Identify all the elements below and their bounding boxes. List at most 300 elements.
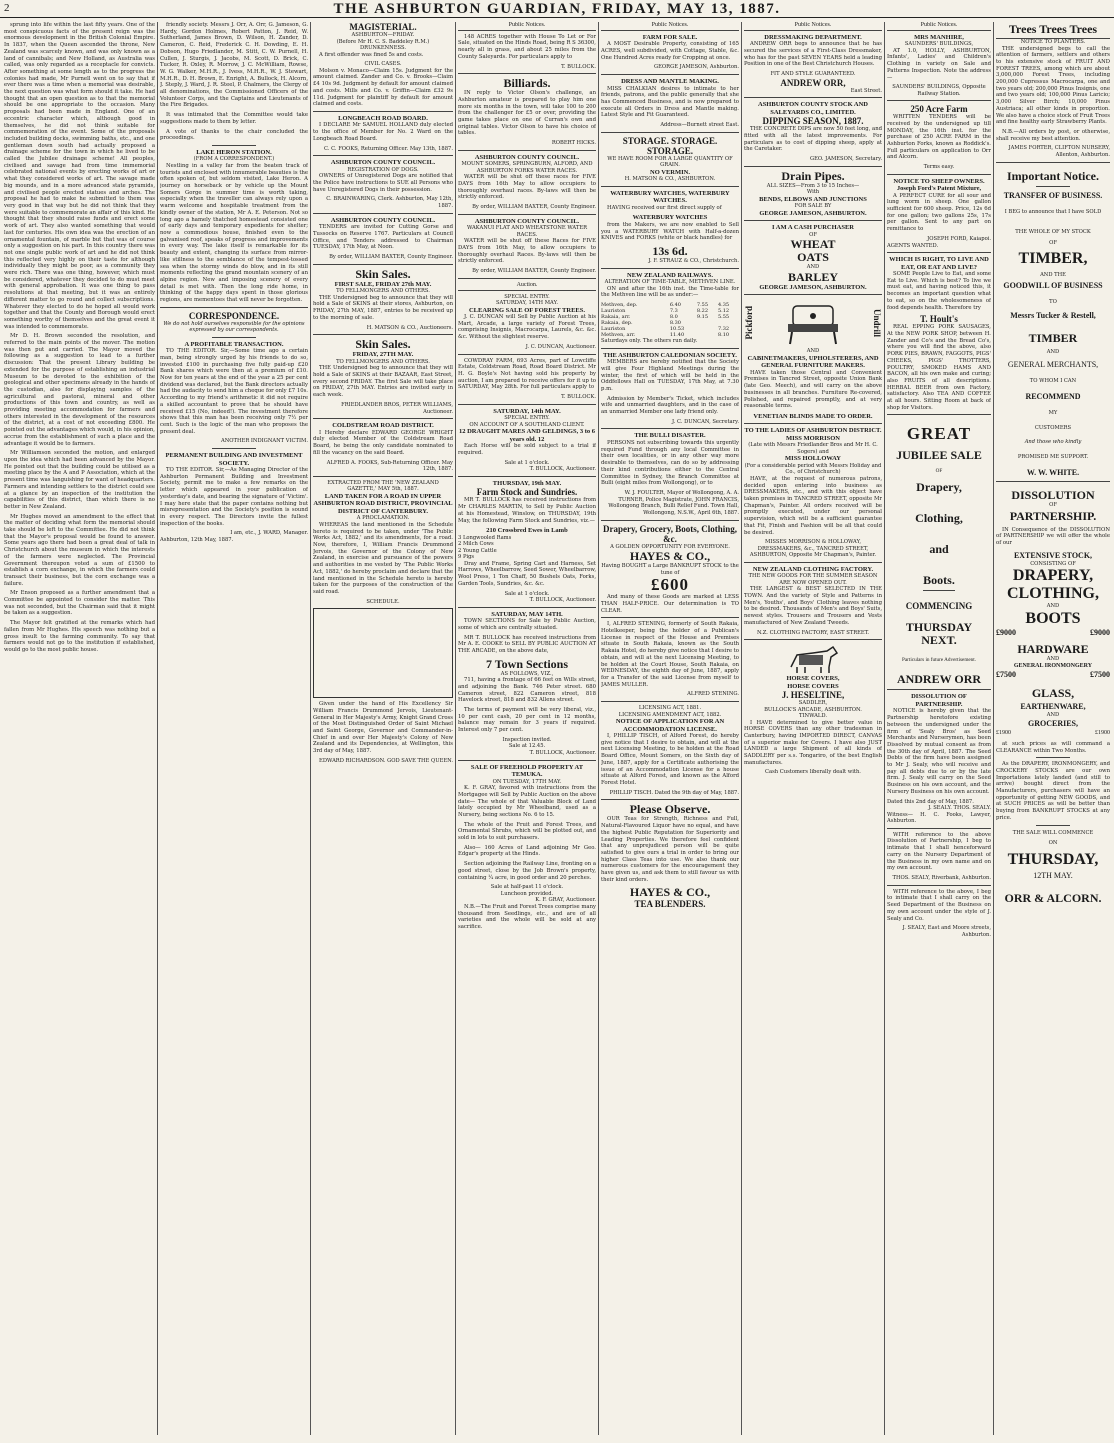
ad-body: IN reply to Victor Olson's challenge, an Ashburton amateur is prepared to play him one more six months in the town, will take 100 to 200 from the challenger for £5 or over, providing the game takes place on one of Curran's own and original tables. Victor Olson to have his choice of tables. [458,90,596,137]
ad-body: AND [1046,655,1060,662]
ad-heading: Skin Sales. [355,266,411,281]
ad-note: Cash Customers liberally dealt with. [765,769,861,776]
ad-price: £9000 [996,627,1016,637]
ad-body: from the Makers, we are now enabled to Sell you a WATERBURY WATCH with Half-a-dozen KNIVES and FORKS (white or black handles) for [601,221,739,242]
ad-signature: K. F. GRAY, Auctioneer. [535,897,596,904]
price-row [996,670,1110,680]
ad-body: THE undersigned begs to call the attention of farmers, settlers and others to his extensive stock of FRUIT AND FOREST TREES, among which are about 3,000,000 Forest Trees, including 200,000 Cupressus Macrocarpa, one and two years old; 200,000 Pinus Insignis, one and two years old; 100,000 Pinus Laricio; 3,000 Silver Birch; 10,000 Pinus Austriaca; all other kinds in proportion. We also have a choice stock of Fruit Trees and fine healthy early Strawberry Plants. [996,45,1110,126]
ad-body: CUSTOMERS [1034,424,1072,431]
ad-heading: Trees Trees Trees [996,22,1110,39]
ad-heading: Boots. [923,572,955,587]
divider [601,132,739,133]
ad-body: N.B.—All orders by post, or otherwise, shall receive my best attention. [996,128,1110,142]
ad-subheading: FIT AND STYLE GUARANTEED. [770,71,856,78]
notice-body: I Hereby declare EDWARD GEORGE WRIGHT duly elected Member of the Coldstream Road Board, he being the only candidate nominated to fill the vacancy on the said Board. [313,429,453,456]
ad-body: THE CONCRETE DIPS are now 50 feet long, and fitted with all the latest improvements. For particulars as to cost of dipping sheep, apply at the Caretaker. [744,126,882,153]
ad-note: Terms easy. [923,164,955,171]
ad-body: ALL SIZES—From 3 to 15 Inches— [766,182,860,189]
ad-signature: ORR & ALCORN. [1004,890,1102,905]
masthead [0,0,1114,18]
ad-heading: EARTHENWARE, [1020,702,1086,712]
ad-heading: GROCERIES, [1027,718,1078,728]
ad-signature: J. C. DUNCAN, Auctioneer. [525,343,596,350]
divider [601,268,739,269]
ad-body: HAVE, at the request of numerous patrons, decided upon entering into business as DRESSMAKERS, etc., and with this object have taken premises in TANCRED STREET, opposite Mr Chapman's, Painter. All orders received will be promptly executed, under our personal supervision, which will be a sufficient guarantee that Fit, Finish and Fashion will be all that could be desired. [744,475,882,536]
ad-subheading: SPECIAL ENTRY. [504,293,550,300]
column-divider [884,22,885,1435]
ad-note: Inspection invited. [502,736,552,743]
notice-signature: C. C. FOOKS, Returning Officer. May 13th, 1887. [324,145,453,152]
article-body: It was intimated that the Committee would take suggestions made to them by letter. [160,112,308,125]
ad-body: HAVE taken those Central and Convenient Premises in Tancred Street, opposite Union Bank (late Geo. Meech), and will carry on the above businesses in all branches. Furniture Re-covered, Polished, and repaired promptly, and at very reasonable terms. [744,369,882,410]
price-row [996,628,1110,638]
notice-heading: THE ASHBURTON CALEDONIAN SOCIETY. [603,351,737,359]
ad-body: OF [935,468,943,475]
stock-item: 2 Young Cattle [458,547,497,554]
ad-heading: Farm Stock and Sundries. [476,487,578,498]
timetable-cell: 8.22 [696,308,709,315]
ad-note: Particulars in future Advertisement. [901,656,977,663]
divider [458,607,596,608]
divider [601,701,739,702]
ad-subheading: VENETIAN BLINDS MADE TO ORDER. [753,412,873,420]
notice-heading: NOTICE OF APPLICATION FOR AN ACCOMMODATION LICENSE. [615,718,725,733]
article-body: friendly society. Messrs J. Orr, A. Orr, G. Jameson, G. Hardy, Gordon Holmes, Robert Patton, J. Reid, W. Sutherland, James Brown, D. Wilson, H. Zander, D. Cameron, C. Reid, Frederick C. H. Dowding, E. H. Dobson, Hugo Friedlander, M. Stitt, C. W. Purnell, H. Cullen, J. Sturgis, J. Jacobs, M. Scott, D. Brick, C. Tucker, R. Oxley, R. Morrow, J. C. McWilliam, Rowse, W. G. Walker, M.H.R., J. Ivess, M.H.R., W. J. Stewart, M.H.R., D. H. Brown, E. Enright, A. Bullock, H. Alcorn, J. Steply, J. Ward, J. R. Steel, P. Chalmers, the Clergy of all denominations, the Commissioned Officers of the Volunteer Corps, and the Captains and Lieutenants of the Fire Brigades. [160,22,308,109]
ad-body: With [806,189,820,196]
ad-heading: OATS [797,250,829,265]
newspaper-title: THE ASHBURTON GUARDIAN, FRIDAY, MAY 13, 1887. [333,1,781,17]
ad-heading: DRAPERY, [1012,567,1094,585]
letter-body: TO THE EDITOR. Sir,—As Managing Director of the Ashburton Permanent Building and Investment Society, permit me to make a few remarks on the letter which appeared in your publication of yesterday's date, and bearing the signature of 'Victim'. I may here state that the paper contains nothing but misrepresentation and the Society's position is sound in every respect. The Directors invite the fullest inspection of the books. [160,467,308,527]
ad-price: £1900 [996,729,1011,736]
notice-date: Dated this 2nd day of May, 1887. [887,798,974,805]
ad-heading: HORSE COVERS [787,682,839,690]
notice-heading: ASHBURTON COUNTY COUNCIL. [474,217,580,225]
ad-subheading: MISS HOLLOWAY [785,455,841,463]
sale-time: Sale at half-past 11 o'clock. [490,884,564,891]
ad-body: MY [1048,410,1058,417]
ad-heading: TIMBER, [1018,250,1088,268]
ad-body: As the DRAPERY, IRONMONGERY, and CROCKERY STOCKS are our own Importations lately landed (and still to arrive) bought direct from the Manufacturers, purchasers will have an opportunity of getting NEW GOODS, and at SUCH PRICES as will be better than buying from BANKRUPT STOCKS at any price. [996,761,1110,821]
article-body: sprung into life within the last fifty years. One of the most conspicuous facts of the present reign was the enormous development in the British Colonial Empire. In 1837, when the Queen ascended the throne, New Zealand was scarcely known, and was only known as a land of cannibals; and New Holland, as Australia was called, was only regarded as a receptacle for convicts. After something at some length as to the progress the colonies had made, Mr Purnell went on to say that if ever there was a time when a memorial was desirable, the next question was what form should it take. He had thought that an open question as to that the memorial should be one appropriate to the occasion. Many proposals had been made in England. One of an eccentric character which, although good in themselves, he did not think suitable for commemoration of the event. Some of the proposals included building docks, swimming baths, etc., and one gentleman down south had actually proposed a drainage scheme for the town in which he lived to be called the Jubilee drainage scheme! All peoples, civilised and savage had from time immemorial celebrated national events by erecting works of art or what they considered works of art. The savage made big mounds, and in a more advanced state pyramids, and civilised people erected statues and arches. The proposal he had to make he submitted to them was very good in that way but he did not think that they were suitable to commemorate an affair of this kind. He thought that they should raise funds and erect some work of art. They also wanted something that would last for centuries. His own idea was the erection of an ornamental fountain, of marble but that was of course only a suggestion on his part. In this country there was not one single public work of art and he did not think this reflected very highly on their taste for although individually they might be poor, as a community they were rich. There was one thing, however, which must be considered, whatever they decided to do must meet with general approbation. It was one thing to pass resolutions at that meeting, but it was an entirely different matter to go round and collect subscriptions. Whatever they elected to do he hoped all would work together and that the County and Borough would erect something worthy of themselves and the great event it was intended to commemorate. [4,22,155,330]
divider [458,278,596,279]
ad-heading: Drapery, [916,479,962,494]
ad-body: OUR Teas for Strength, Richness and Full, Natural-Flavoured Liquor have no equal, and have the highest Public Reputation for Superiority and Leading Properties. We therefore feel confident that any unprejudiced person will be quite satisfied to give ours a trial in order to bring our higher Class Teas into use. We also thank our numerous customers for the encouragement they have given us, and ask them to still favour us with their kind orders. [601,816,739,883]
ad-subheading: ON ACCOUNT OF A SOUTHLAND CLIENT. [469,421,585,428]
divider [313,213,453,214]
notice-signature: C. BRAINWARING, Clerk. Ashburton, May 12th, 1887. [326,196,453,210]
gazette-body: WHEREAS the land mentioned in the Schedule hereto is required to be taken, under 'The Public Works Act, 1882,' and its amendments, for a road. Now, therefore, I, William Francis Drummond Jervois, the Governor of the Colony of New Zealand, in exercise and pursuance of the powers and authorities in me vested by 'The Public Works Act, 1882,' do hereby proclaim and declare that the land mentioned in the Schedule hereto is hereby taken for the purposes of the construction of the said road. [313,521,453,595]
ad-body: FOR SALE BY [794,203,832,210]
ad-body: A MOST Desirable Property, consisting of 165 ACRES, well subdivided, with Cottage, Stable, &c. One Hundred Acres ready for Cropping at once. [601,41,739,61]
ad-heading: and [929,541,949,556]
notice-body: OWNERS of Unregistered Dogs are notified that the Police have instructions to SUE all Persons who have Unregistered Dogs in their possession. [313,173,453,193]
gazette-body: Given under the hand of His Excellency Sir William Francis Drummond Jervois, Lieutenant-General in Her Majesty's Army, Knight Grand Cross of the Most Distinguished Order of Saint Michael and Saint George, Governor and Commander-in-Chief in and over Her Majesty's Colony of New Zealand and its Dependencies, at Wellington, this 3rd day of May, 1887. [313,701,453,755]
ad-body: N.B.—The Fruit and Forest Trees comprise many thousand from Seedlings, etc., and are of all varieties and the whole will be sold at any sacrifice. [458,903,596,931]
column-7 [887,22,991,1435]
ad-signature: JOSEPH FORD, Kaiapoi. [927,235,991,242]
timetable-cell: Rakaia, arr. [601,314,631,321]
column-heading: Public Notices. [744,22,882,31]
ad-heading: CLOTHING, [1006,585,1099,603]
ad-body: And many of these Goods are marked at LESS THAN HALF-PRICE. Our determination is TO CLEAR. [601,594,739,614]
horse-icon [783,643,843,675]
divider [887,414,991,415]
notice-heading: LICENSING ACT, 1881. [638,705,702,712]
ad-heading: SALE OF FREEHOLD PROPERTY AT TEMUKA. [470,763,584,779]
notice-heading: LICENSING AMENDMENT ACT, 1882. [618,711,722,718]
ad-price: £9000 [1090,627,1110,637]
divider [212,145,256,146]
ad-subheading: THE NEW GOODS FOR THE SUMMER SEASON ARE NOW OPENED OUT. [748,573,878,586]
ad-body: (For a considerable period with Messrs Holiday and Co., of Christchurch) [744,462,882,476]
ad-body: ON [1048,840,1058,847]
ad-heading: Undrill [872,309,882,338]
column-3 [313,22,453,1435]
timetable-cell: Lauriston [601,308,626,315]
ad-price: £1900 [1095,729,1110,736]
sale-time: Sale at 12.45. [508,743,546,750]
notice-witness: Witness— H. C. Fooks, Lawyer, Ashburton. [887,811,991,825]
section-subheading: (Before Mr H. C. S. Baddeley R.M.) [336,38,430,45]
ad-subheading: SPECIAL ENTRY. [504,415,550,422]
ad-body: CONSISTING OF [1030,560,1076,567]
letter-body: TO THE EDITOR. Sir,—Some time ago a certain man, being strongly urged by his friends to do so, invested £100 in purchasing five fully paid-up £20 Bank shares which were then at a premium of £10. Now for ten years at the end of the year a 25 per cent dividend was declared, but the Bank directors actually had the audacity to send him a cheque for only £7 10s. According to my friend's arithmetic it did not require a skilled accountant to prove that he should have received £15 (No, indeed!). The investment therefore shows that this man has been receiving only 7½ per cent. Such is the logic of the man who proposes the present deal. [160,348,308,435]
ad-heading: Please Observe. [629,802,711,817]
sale-time: Sale at 1 o'clock. [504,590,550,597]
timetable-cell: 8.30 [669,320,681,327]
divider [601,617,739,618]
divider [313,111,453,112]
divider [996,162,1110,163]
article-body: Mr D. H. Brown seconded the resolution, and referred to the main points of the mover. The motion was then put and carried. The Mayor moved the following as a suggestion to lead to a further discussion: That the present Library building be extended for the purpose of establishing an industrial Museum to be devoted to the exhibition of the geological and other specimens already in the hands of the custodian, also for displaying samples of the agricultural and pastoral, mineral and other productions of this town and country, as well as providing meeting accommodation for farmers and others interested in the development of the resources of the district, at a cost of not exceeding £800. He pointed out the advantages which would, in his opinion, accrue from the establishment of such a place and the advantage it would be to farmers. [4,333,155,447]
divider [601,799,739,800]
notice-signature: W. J. FOULTER, Mayor of Wollongong, A. A. TURNER, Police Magistrate, JOHN FRANCIS, Wollongong Branch, Bulli Relief Fund. Town Hall, Wollongong, N.S.W., April 6th, 1887. [608,489,739,517]
divider [1036,757,1070,758]
article-body: A vote of thanks to the chair concluded the proceedings. [160,128,308,142]
timetable-note: Saturdays only. The others run daily. [601,338,698,345]
ad-heading: DISSOLUTION [1011,488,1095,503]
ad-heading: TIMBER [1028,331,1078,346]
ad-body: ANDREW ORR begs to announce that he has secured the services of a First-Class Dressmaker, who has for the past SEVEN YEARS held a leading Position in one of the Best Christchurch Houses. [744,41,882,68]
ad-body: And those who kindly [1024,439,1082,446]
ad-signature: T. BULLOCK. [561,63,596,70]
ad-heading: HARDWARE [1017,641,1089,656]
divider [1036,825,1070,826]
ad-price: £7500 [1090,670,1110,680]
ad-signature: GEO. JAMESON, Secretary. [809,156,882,163]
ad-body: TO WHOM I CAN [1029,377,1077,384]
divider [887,174,991,175]
ad-body: OF [1049,239,1057,246]
ad-address: East Street. [850,87,882,94]
divider [744,220,882,221]
ad-body: THE Undersigned beg to announce that they will hold a Sale of SKINS at their stores, Ashburton, on FRIDAY, 27th MAY, 1887, entries to be received up to the morning of sale. [313,294,453,321]
ad-body: WRITTEN TENDERS will be received by the undersigned up till MONDAY, the 16th inst. for the purchase of 250 ACRE FARM in the Ashburton Forks, known as Roddick's. Full particulars on application to Orr and Alcorn. [887,114,991,161]
notice-body: PERSONS not subscribing towards this urgently required Fund through any local Committee in their own localities, or in any other way more desirable to themselves, can do so by addressing their kind contributions either to the Central Committee in Sydney, the Branch Committee at Bulli (eight miles from Wollongong), or to [601,439,739,487]
column-divider [993,22,994,1435]
section-heading: MAGISTERIAL. [349,22,417,32]
ad-signature: T. BULLOCK, Auctioneer. [529,749,596,756]
notice-heading: LONGBEACH ROAD BOARD. [338,114,428,122]
ad-body: AND [1046,603,1060,610]
ad-body: 148 ACRES together with House To Let or For Sale, situated on the Hinds Road, being R S 36300, nearly all in grass, and about 25 miles from the County Saleyards. For particulars apply to [458,33,596,60]
timetable-cell: 7.32 [717,326,730,333]
divider [160,307,308,308]
ad-body: AND [1046,712,1060,719]
jubilee-sale-ad [887,425,991,686]
ad-subheading: AS FOLLOWS, VIZ., [500,670,554,677]
divider [744,294,882,295]
notice-signature: By order, WILLIAM BAXTER, County Engineer. [472,204,596,211]
ad-body: THE LARGEST & BEST SELECTED IN THE TOWN. And the variety of Style and Patterns in Men's, Youths', and Boys' Clothing leaves nothing to be desired. Thousands of Men's and Boys' Suits, newest styles. Trousers and Trousers and Vests manufactured of New Zealand Tweeds. [744,586,882,626]
ad-subheading: A GOLDEN OPPORTUNITY FOR EVERYONE. [610,543,730,550]
ad-subheading: SADDLER, [798,700,828,706]
ad-signature: H. MATSON & CO., ASHBURTON. [624,176,716,183]
divider [313,418,453,419]
timetable-cell: 9.15 [696,314,709,321]
ad-heading: Joseph Ford's Patent Mixture, [896,185,982,193]
divider [887,828,991,829]
column-divider [157,22,158,1435]
stock-item: 210 Crossbred Ewes in Lamb [486,527,568,535]
disclaimer: We do not hold ourselves responsible for the opinions expressed by our correspondents. [163,320,305,334]
column-divider [310,22,311,1435]
notice-body: WITH reference to the above Dissolution of Partnership, I beg to intimate that I shall henceforward carry on the Nursery Department of the Business in my own name and on my own account. [887,831,991,872]
divider [458,476,596,477]
ad-subheading: BULLOCK'S ARCADE, ASHBURTON. [764,706,862,713]
ad-subheading: NOTICE TO PLANTERS. [1020,39,1086,45]
schedule-heading: SCHEDULE. [366,598,400,605]
ad-heading: 7 Town Sections [485,656,569,671]
ad-body: PROMISED ME SUPPORT. [1017,453,1089,460]
article-heading: LAKE HERON STATION. [196,148,272,156]
notice-heading: COLDSTREAM ROAD DISTRICT. [332,422,434,430]
ad-price: £7500 [996,670,1016,680]
ad-body: AND THE [1040,272,1066,279]
ad-body: TO [1049,298,1057,305]
ad-heading: MRS MANHIRE, [914,33,964,41]
ad-heading: WHEAT [790,237,836,252]
divider [458,760,596,761]
divider [601,520,739,521]
ad-heading: ASHBURTON COUNTY STOCK AND SALEYARDS CO., LIMITED. [758,101,868,116]
divider [887,689,991,690]
timetable-cell: 5.55 [717,314,730,321]
timetable-cell: 8.0 [669,314,678,321]
divider [313,334,453,335]
notice-signature: By order, WILLIAM BAXTER, County Engineer. [329,254,453,261]
column-heading: Public Notices. [601,22,739,31]
ad-body: OF [1049,502,1057,509]
court-report: Molson v. Monaco—Claim 15s. Judgment for the amount claimed. Zander and Co. v. Brooks—Claim £4 10s 9d. Judgment by default for amount claimed and costs. Mills and Co. v. Griffin—Claim £32 9s 11d. Judgment for plaintiff by default for amount claimed and costs. [313,67,453,108]
ad-body: SOME People Live to Eat, and some Eat to Live. Which is best? To live we must eat, and having noticed this, it becomes an important question what to eat, so on the wholesomeness of food depends health. Therefore try [887,271,991,311]
ad-price: £600 [651,575,689,595]
ad-body: REAL EPPING PORK SAUSAGES, At the NEW PORK SHOP, between H. Zander and Co's and the Bread Co's, where you will find the above, also PORK PIES, BRAWN, FAGGOTS, PIGS' CHEEKS, PIGS' TROTTERS, POULTRY, SMOKED HAMS AND BACON, all his own make and curing; also FRUITS of all descriptions. HERBAL BEER from own Factory, satisfactory. Also TEA AND COFFEE at all hours. Sitting Room at back of shop for Visitors. [887,324,991,411]
ad-heading: Drain Pipes. [781,168,845,183]
divider [458,354,596,355]
article-body: Nestling in a valley far from the beaten track of tourists and enclosed with innumerable beauties is the often spoken of, but seldom visited, Lake Heron. A journey on horseback or by vehicle up the Mount Somers Gorge in summer time is worth taking, especially when the traveller can always rely upon a warm welcome and hospitable treatment from the kindly owner of the station, Mr A. E. Peterson. Not so long ago a hamely thatched homestead consisted one of early days and temporary expedients for shelter; now a commodious house, finished even to the galvanised roof, speaks of progress and improvements in every way. The lake itself is remarkable for its beauty and extent, changing its surface from mirror-like stillness to the semblance of the tempest-tossed sea when the stormy winds do blow, and in its still moments reflecting the grand mountain scenery of an alpine region. New and imposing scenery of every detail is met with. Then the long ride home, in thinking of the happy days spent in those glorious regions, are mementoes that will never be forgotten. [160,162,308,304]
ad-body: Dray and Frame, Spring Cart and Harness, Set Harrows, Wheelbarrow, Seed Sower, Wheelbarrow, Wool Press, 1 Ton Chaff, 50 Bushels Oats, Forks, Garden Tools, Sundries, &c. &c. [458,560,596,587]
notice-body: Admission by Member's Ticket, which includes wife and unmarried daughters, and in the case of an unmarried Member one lady friend only. [601,395,739,416]
ad-signature: FRIEDLANDER BROS, PETER WILLIAMS, Auctioneer. [341,401,453,415]
divider [458,73,596,74]
ad-heading: GLASS, [1031,686,1075,701]
ad-body: (Late with Messrs Friedlander Bros and Mr H. C. Sogers) and [748,442,878,455]
divider [212,448,256,449]
notice-signature: THOS. SEALY, Riverbank, Ashburton. [892,874,991,881]
notice-subheading: MOUNT SOMERS, SPRINGBURN, ALFORD, AND ASHBURTON FORKS WATER RACES. [461,161,593,174]
timetable-cell: 8.10 [717,332,730,339]
ad-body: I BEG to announce that I have SOLD [1004,208,1102,215]
ad-body: Section adjoining the Railway Line, fronting on a good street, close by the Job Brown's property, containing ¼ acre, in good order and 20 perches. [458,861,596,881]
divider [313,155,453,156]
ad-heading: CLEARING SALE OF FOREST TREES. [468,306,585,314]
ad-body: COWDRAY FARM, 693 Acres, part of Lowcliffe Estate, Coldstream Road, Road Board District. Mr H. G. Boyle's Not having sold his property by auction, I am prepared to receive offers for it up to SATURDAY, May 28th. For full particulars apply to [458,357,596,391]
ad-signature: GEORGE JAMESON, Ashburton. [654,64,739,71]
ad-body: at such prices as will command a CLEARANCE within Two Months. [996,740,1110,754]
divider [887,885,991,886]
column-4 [458,22,596,1435]
column-1 [4,22,155,1435]
ad-heading: 250 Acre Farm [910,104,968,115]
ad-signature: ANDREW ORR, [780,77,846,88]
ad-address: SAUNDERS' BUILDINGS, Opposite Railway Station. [892,84,986,97]
ad-heading: WATERBURY WATCHES, WATERBURY WATCHES. [610,189,730,205]
column-6 [744,22,882,1435]
article-body: The Mayor felt gratified at the remarks which had fallen from Mr Hughes. His speech was nothing but a gross insult to the farming community. To say that farmers would not go to the institution if established, would go to the most public house. [4,620,155,653]
ad-heading: Billiards. [503,76,551,91]
ad-heading: EXTENSIVE STOCK, [1013,550,1093,560]
timetable-cell: Methven, arr. [601,332,636,339]
ad-subheading: TINWALD. [799,713,827,719]
ad-heading: Messrs Tucker & Restell, [1010,311,1096,321]
divider [1036,186,1070,187]
divider [744,562,882,563]
article-body: Mr Enson proposed as a further amendment that a Committee be appointed to consider the matter. This was not seconded, but the Chairman said that it might be taken as a suggestion. [4,590,155,617]
divider [458,150,596,151]
notice-signature: PHILLIP TISCH. Dated the 9th day of May, 1887. [609,789,739,796]
column-divider [741,22,742,1435]
ad-heading: Important Notice. [1007,168,1099,183]
letter-signature: I am, etc., J. WARD, Manager. [230,530,308,537]
divider [458,214,596,215]
timetable-cell: 7.3 [669,308,678,315]
ad-heading: BOOTS [1025,609,1081,627]
divider [601,348,739,349]
ad-heading: DRESS AND MANTLE MAKING. [621,78,719,86]
divider [887,252,991,253]
ad-heading: STORAGE. STORAGE. STORAGE. [622,135,718,156]
divider [313,264,453,265]
ad-heading: WHICH IS RIGHT, TO LIVE AND EAT, OR EAT AND LIVE? [889,256,989,271]
ad-subheading: BENDS, ELBOWS AND JUNCTIONS [759,195,867,203]
notice-body: ON and after the 16th inst. the Time-table for the Methven line will be as under:— [601,285,739,299]
stock-item: 2 Milch Cows [458,541,494,548]
ad-heading: TRANSFER OF BUSINESS. [1003,190,1103,200]
ad-body: The whole of the Fruit and Forest Trees, and Ornamental Shrubs, which will be plotted out, and sold in lots to suit purchasers. [458,821,596,842]
ad-subheading: CABINETMAKERS, UPHOLSTERERS, AND GENERAL FURNITURE MAKERS. [747,354,879,370]
ad-body: I HAVE determined to give better value in HORSE COVERS than any other tradesman in Canterbury, having IMPORTED DIRECT, CANVAS of a superior make for Covers. I have also JUST LANDED a large Shipment of all kinds of SADDLERY per s.s. Tongariro, of the best English manufactures. [744,719,882,766]
ad-body: AND [806,348,820,355]
ad-body: WE HAVE ROOM FOR A LARGE QUANTITY OF GRAIN. [607,155,733,169]
ad-body: The terms of payment will be very liberal, viz., 10 per cent cash, 20 per cent in 12 months, balance may remain for 3 years if required. Interest only 7 per cent. [458,707,596,734]
ad-subheading: ON TUESDAY, 17TH MAY. [492,778,562,785]
ad-heading: I AM A CASH PURCHASER [772,224,854,232]
timetable-cell: Lauriston [601,326,626,333]
column-heading: Public Notices. [887,22,991,31]
divider [212,337,256,338]
notice-body: I, ALFRED STENING, formerly of South Rakaia, Hotelkeeper, being the holder of a Publican's License in respect of the House and Premises situate in South Rakaia, known as the South Rakaia Hotel, do hereby give notice that I desire to obtain, and will at the next Licensing Meeting, to be holden at the Court House, South Rakaia, on WEDNESDAY, the eighth day of June, 1887, apply for a Transfer of the said License from myself to JAMES MULLER. [601,621,739,688]
notice-signature: By order, WILLIAM BAXTER, County Engineer. [472,268,596,275]
ad-signature: MISSES MORRISON & HOLLOWAY, DRESSMAKERS, &c., TANCRED STREET, ASHBURTON, Opposite Mr Chapman's, Painter. [749,539,877,559]
timetable-cell: 10.53 [669,326,685,333]
price-row [996,729,1110,737]
ad-subheading: FIRST SALE, FRIDAY 27th MAY. [334,280,432,288]
ad-heading: COMMENCING [905,600,973,611]
ad-body: THE SALE WILL COMMENCE [1012,829,1094,836]
ad-body: AND [1046,349,1060,356]
ad-price: 13s 6d. [652,244,688,259]
ad-signature: JAMES FORTER, CLIFTON NURSERY, Allenton, Ashburton. [1008,145,1110,159]
divider [887,100,991,101]
ad-heading: Drapery, Grocery, Boots, Clothing, &c. [602,523,738,544]
ad-heading: TO THE LADIES OF ASHBURTON DISTRICT. [744,427,882,435]
divider [458,404,596,405]
notice-heading: ASHBURTON COUNTY COUNCIL. [474,153,580,161]
ad-heading: T. Hoult's [920,314,958,325]
ad-note: AGENTS WANTED. [887,242,939,249]
column-heading: Public Notices. [458,22,596,31]
notice-subheading: REGISTRATION OF DOGS. [347,166,419,173]
divider [313,476,453,477]
timetable-cell: 11.40 [669,332,685,339]
subsection-heading: CIVIL CASES. [364,61,402,68]
notice-body: MEMBERS are hereby notified that the Society will give Four Highland Meetings during the winter, the first of which will be held in the Oddfellows Hall on TUESDAY, 17th May, at 7.30 p.m. [601,359,739,392]
notice-signature: J. C. DUNCAN, Secretary. [672,418,739,425]
ad-subheading: WATERBURY WATCHES [632,214,708,222]
article-subheading: (FROM A CORRESPONDENT.) [193,156,275,163]
sale-time: Sale at 1 o'clock. [504,459,550,466]
ad-signature: GEORGE JAMESON, ASHBURTON. [759,209,867,217]
section-subheading: ASHBURTON—FRIDAY. [351,32,415,38]
divider [744,166,882,167]
column-2 [160,22,308,1435]
ad-subheading: NO VERMIN. [650,168,690,176]
divider [996,481,1110,482]
ad-body: A PERFECT CURE for all sour and lung worm in sheep. One gallon sufficient for 600 sheep. Price, 12s 6d for one gallon; two gallons 25s, 17s per gallon. Sent to any part on remittance to [887,192,991,233]
divider [923,590,954,591]
gazette-title: LAND TAKEN FOR A ROAD IN UPPER ASHBURTON ROAD DISTRICT, PROVINCIAL DISTRICT OF CANTERBURY. [313,492,453,515]
ad-heading: DRESSMAKING DEPARTMENT. [764,33,862,41]
letter-signature: ANOTHER INDIGNANT VICTIM. [221,438,308,445]
column-heading: Auction. [458,282,596,291]
timetable-cell: Methven, dep. [601,302,638,309]
notice-heading: NEW ZEALAND RAILWAYS. [627,271,713,279]
column-5 [601,22,739,1435]
stock-item: 3 Longwooled Rams [458,534,512,541]
ad-heading: SATURDAY, 14th MAY. [493,407,561,415]
ad-body: IN Consequence of the DISSOLUTION of PARTNERSHIP we will offer the whole of our [996,526,1110,547]
ad-signature: HAYES & CO., [629,885,711,900]
article-body: Mr Williamson seconded the motion, and enlarged upon the idea which had been advanced by the Mayor. He pointed out that the building could be utilised as a meeting place by the A and P Association, which at the present time was languishing for want of headquarters. Farmers and intending settlers to the district could see at a glance by an inspection of the institution the capabilities of this district, than which there is no better in New Zealand. [4,450,155,510]
ad-heading: FARM FOR SALE. [642,33,698,41]
notice-signature: J. SEALY. THOS. SEALY. [928,805,991,812]
page-number: 2 [4,2,10,14]
ad-subheading: TO FELLMONGERS AND OTHERS. [336,358,430,365]
ad-heading: J. HESELTINE, [781,690,845,700]
letter-heading: PERMANENT BUILDING AND INVESTMENT SOCIETY. [165,452,303,467]
